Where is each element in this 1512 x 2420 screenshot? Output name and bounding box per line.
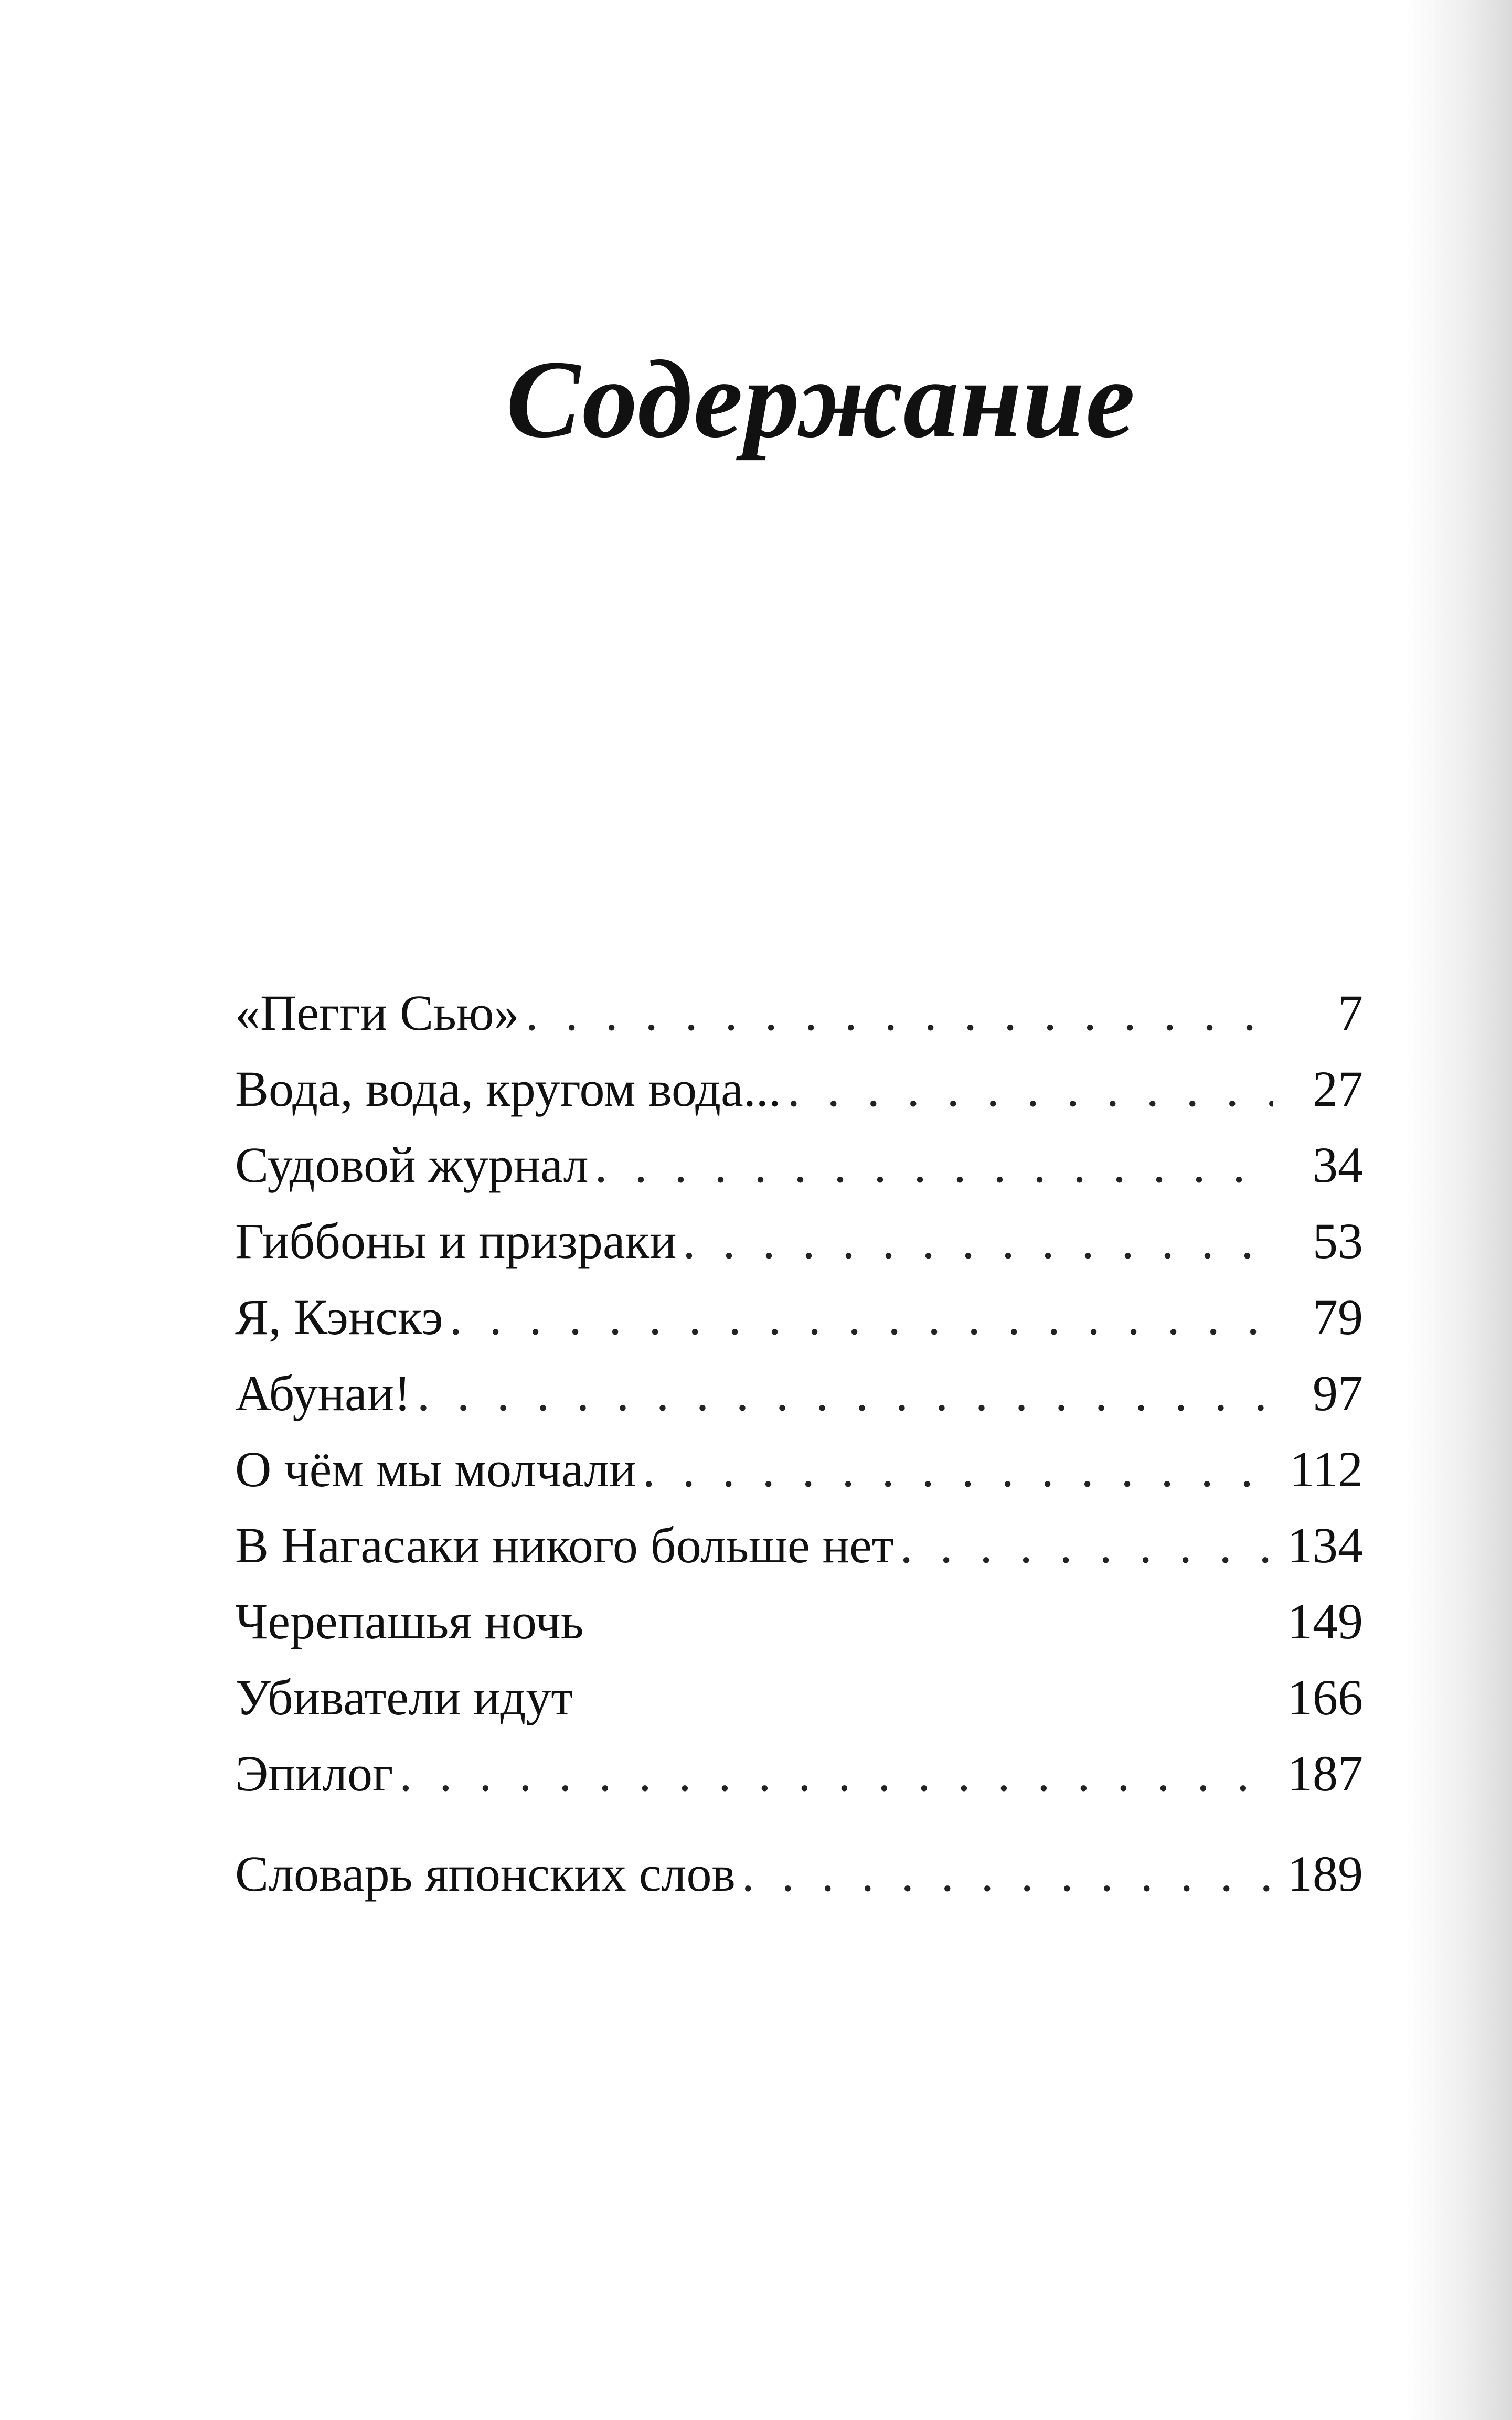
- toc-entry-label: Вода, вода, кругом вода...: [235, 1061, 781, 1117]
- toc-dot-leader: [742, 1836, 1273, 1912]
- toc-entry-page: 7: [1338, 985, 1363, 1041]
- toc-entry: [235, 1279, 1363, 1355]
- toc-entry: [235, 1051, 1363, 1127]
- toc-entry: [235, 1355, 1363, 1431]
- toc-entry: [235, 1431, 1363, 1507]
- toc-entry-label: Эпилог: [235, 1745, 393, 1801]
- page-title: Содержание: [506, 337, 1136, 461]
- toc-appendix-entry: [235, 1836, 1363, 1912]
- toc-entry-label: Судовой журнал: [235, 1137, 589, 1193]
- toc-entry-page: 53: [1313, 1213, 1363, 1269]
- toc-dot-leader: [399, 1735, 1273, 1811]
- toc-dot-leader: [787, 1051, 1273, 1127]
- toc-entry-page: 134: [1287, 1517, 1363, 1573]
- toc-entry: [235, 1127, 1363, 1203]
- toc-entry-label: Убиватели идут: [235, 1669, 573, 1725]
- toc-entry-label: О чём мы молчали: [235, 1441, 636, 1497]
- toc-entry-label: Абунаи!: [235, 1365, 411, 1421]
- toc-entry-label: «Пегги Сью»: [235, 985, 519, 1041]
- toc-entry-label: Я, Кэнскэ: [235, 1289, 443, 1345]
- toc-entry-page: 27: [1313, 1061, 1363, 1117]
- toc-entry-label: В Нагасаки никого больше нет: [235, 1517, 894, 1573]
- toc-entry-page: 97: [1313, 1365, 1363, 1421]
- toc-entry-page: 187: [1287, 1745, 1363, 1801]
- toc-entry-label: Словарь японских слов: [235, 1846, 736, 1902]
- toc-dot-leader: [900, 1507, 1273, 1583]
- toc-entry-page: 34: [1313, 1137, 1363, 1193]
- toc-entry-page: 189: [1287, 1846, 1363, 1902]
- toc-dot-leader: [595, 1127, 1273, 1203]
- table-of-contents: [235, 975, 1363, 1912]
- toc-dot-leader: [526, 975, 1273, 1051]
- toc-dot-leader: [643, 1431, 1273, 1507]
- toc-dot-leader: [683, 1203, 1273, 1279]
- toc-entry-label: Черепашья ночь: [235, 1593, 584, 1649]
- toc-entry-page: 166: [1287, 1669, 1363, 1725]
- toc-dot-leader: [450, 1279, 1273, 1355]
- toc-entry: [235, 1735, 1363, 1811]
- toc-entry: [235, 1203, 1363, 1279]
- toc-entry-page: 79: [1313, 1289, 1363, 1345]
- toc-entry: [235, 1507, 1363, 1583]
- toc-entry-page: 149: [1287, 1593, 1363, 1649]
- toc-entry-page: 112: [1289, 1441, 1363, 1497]
- toc-dot-leader: [417, 1355, 1273, 1431]
- toc-entry-label: Гиббоны и призраки: [235, 1213, 677, 1269]
- toc-entry: [235, 1583, 1363, 1659]
- toc-entry: [235, 1659, 1363, 1735]
- toc-entry: [235, 975, 1363, 1051]
